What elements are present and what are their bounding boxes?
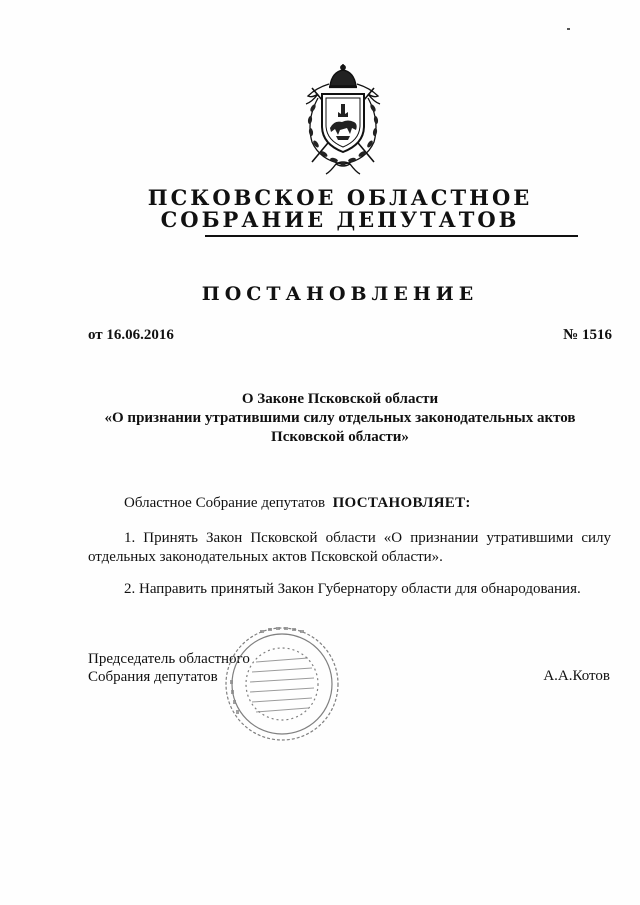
resolution-item-2: 2. Направить принятый Закон Губернатору области для обнародования. bbox=[124, 581, 581, 597]
document-date: от 16.06.2016 bbox=[88, 327, 174, 343]
signatory-name: А.А.Котов bbox=[543, 668, 610, 684]
header-divider bbox=[205, 235, 578, 237]
organization-name-line2: СОБРАНИЕ ДЕПУТАТОВ bbox=[160, 207, 520, 232]
organization-name-line1: ПСКОВСКОЕ ОБЛАСТНОЕ bbox=[147, 185, 533, 210]
document-title bbox=[80, 390, 600, 447]
preamble-keyword: ПОСТАНОВЛЯЕТ: bbox=[332, 495, 471, 511]
signatory-position-line2: Собрания депутатов bbox=[88, 669, 218, 685]
document-number: № 1516 bbox=[563, 327, 612, 343]
signatory-position-line1: Председатель областного bbox=[88, 651, 250, 667]
document-type-heading: ПОСТАНОВЛЕНИЕ bbox=[201, 283, 479, 305]
preamble bbox=[124, 494, 471, 513]
title-line-1: О Законе Псковской области bbox=[241, 391, 439, 407]
official-seal-icon bbox=[216, 614, 344, 750]
coat-of-arms-icon bbox=[298, 64, 388, 176]
preamble-prefix: Областное Собрание депутатов bbox=[124, 495, 326, 511]
title-line-2: «О признании утратившими силу отдельных законодательных актов bbox=[104, 410, 576, 426]
title-line-3: Псковской области» bbox=[271, 429, 409, 445]
resolution-item-1: 1. Принять Закон Псковской области «О признании утратившими силу отдельных законодательных актов Псковской области». bbox=[88, 530, 611, 565]
scan-artifact bbox=[567, 28, 570, 30]
